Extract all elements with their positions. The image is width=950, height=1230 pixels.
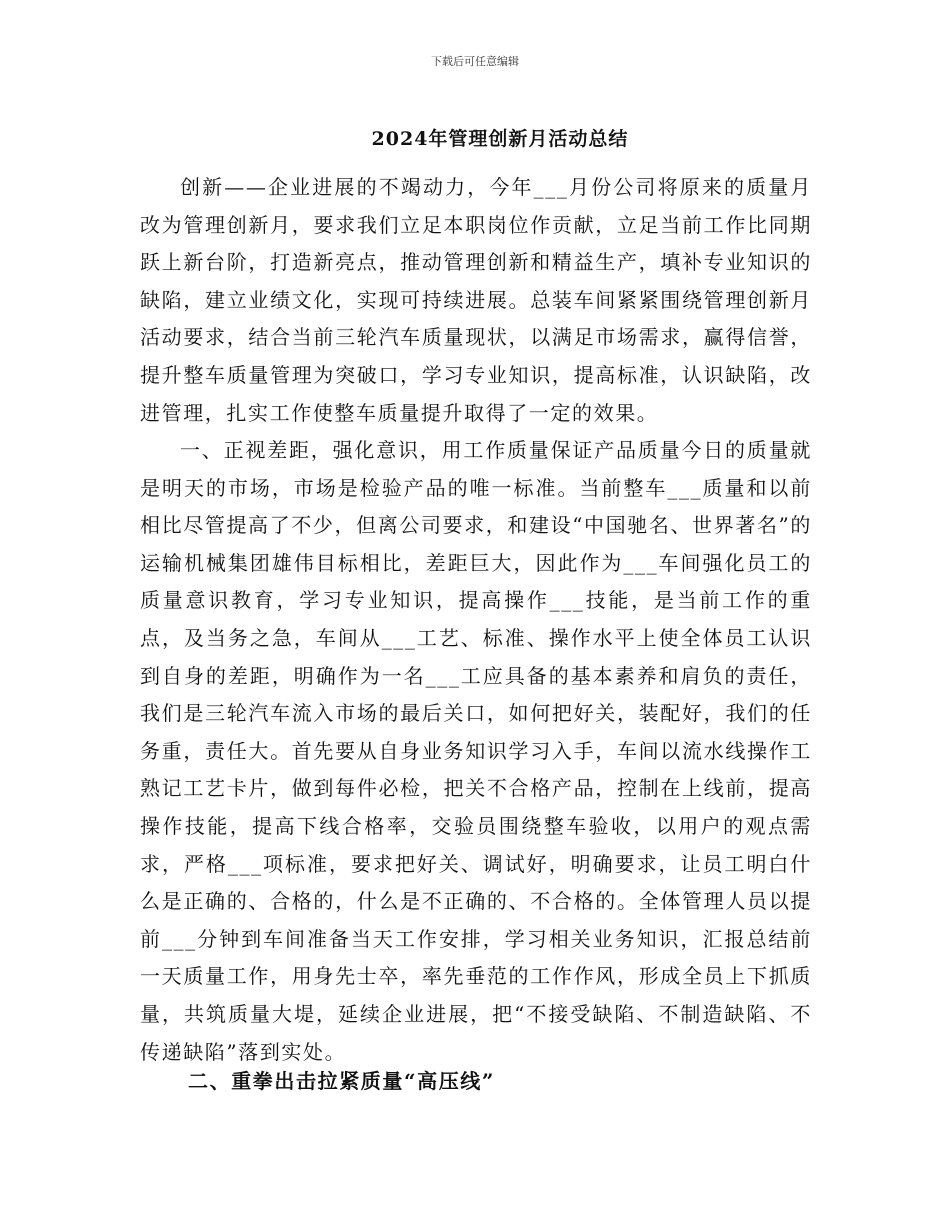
section-heading: 二、重拳出击拉紧质量“高压线”	[188, 1069, 496, 1093]
body-paragraph: 创新——企业进展的不竭动力，今年___月份公司将原来的质量月改为管理创新月，要求我们立足本职岗位作贡献，立足当前工作比同期跃上新台阶，打造新亮点，推动管理创新和精益生产，填补专业知识的缺陷，建立业绩文化，实现可持续进展。总装车间紧紧围绕管理创新月活动要求，结合当前三轮汽车质量现状，以满足市场需求，赢得信誉，提升整车质量管理为突破口，学习专业知识，提高标准，认识缺陷，改进管理，扎实工作使整车质量提升取得了一定的效果。	[140, 175, 812, 425]
header-note: 下载后可任意编辑	[431, 55, 519, 68]
document-title: 2024年管理创新月活动总结	[371, 128, 629, 150]
body-paragraph: 一、正视差距，强化意识，用工作质量保证产品质量今日的质量就是明天的市场，市场是检验产品的唯一标准。当前整车___质量和以前相比尽管提高了不少，但离公司要求，和建设“中国驰名、世界著名”的运输机械集团雄伟目标相比，差距巨大，因此作为___车间强化员工的质量意识教育，学习专业知识，提高操作___技能，是当前工作的重点，及当务之急，车间从___工艺、标准、操作水平上使全体员工认识到自身的差距，明确作为一名___工应具备的基本素养和肩负的责任，我们是三轮汽车流入市场的最后关口，如何把好关，装配好，我们的任务重，责任大。首先要从自身业务知识学习入手，车间以流水线操作工熟记工艺卡片，做到每件必检，把关不合格产品，控制在上线前，提高操作技能，提高下线合格率，交验员围绕整车验收，以用户的观点需求，严格___项标准，要求把好关、调试好，明确要求，让员工明白什么是正确的、合格的，什么是不正确的、不合格的。全体管理人员以提前___分钟到车间准备当天工作安排，学习相关业务知识，汇报总结前一天质量工作，用身先士卒，率先垂范的工作作风，形成全员上下抓质量，共筑质量大堤，延续企业进展，把“不接受缺陷、不制造缺陷、不传递缺陷”落到实处。	[140, 438, 812, 1064]
body-paragraph-1-block	[140, 169, 812, 432]
body-paragraph-2-block	[140, 432, 812, 1071]
